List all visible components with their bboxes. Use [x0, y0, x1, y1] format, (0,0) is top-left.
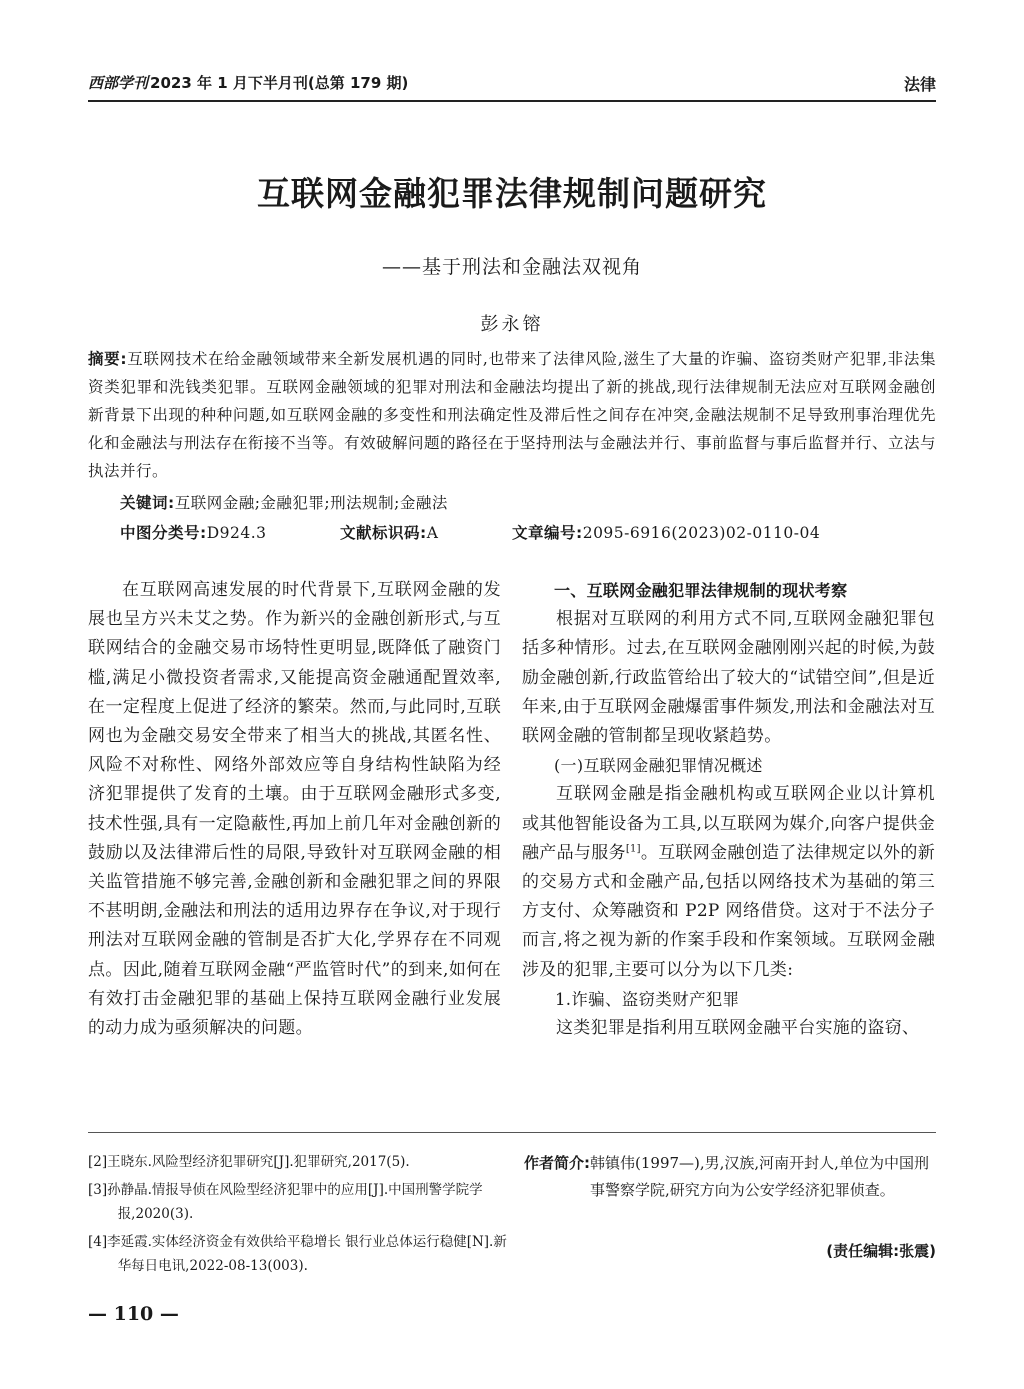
section-label: 法律: [903, 75, 936, 94]
author-bio-text: 韩镇伟(1997—),男,汉族,河南开封人,单位为中国刑事警察学院,研究方向为公安学经济犯罪侦查。: [590, 1154, 929, 1199]
author-bio: [524, 1150, 936, 1204]
article-title: 互联网金融犯罪法律规制问题研究: [257, 174, 767, 213]
clc-value: D924.3: [206, 524, 267, 542]
article-code: [512, 521, 820, 543]
reference-item: [3]孙静晶.情报导侦在风险型经济犯罪中的应用[J].中国刑警学院学报,2020(3).: [88, 1182, 483, 1222]
body-paragraph: [522, 780, 935, 984]
citation-marker: [1]: [625, 843, 641, 855]
subsection-heading: (一)互联网金融犯罪情况概述: [554, 756, 763, 776]
article-subtitle: ——基于刑法和金融法双视角: [381, 256, 642, 278]
body-paragraph: 这类犯罪是指利用互联网金融平台实施的盗窃、: [556, 1018, 920, 1039]
body-text: 互联网金融是指金融机构或互联网企业以计算机或其他智能设备为工具,以互联网为媒介,向客户提供金融产品与服务: [522, 784, 935, 863]
doc-code: [340, 521, 512, 543]
body-text: 。互联网金融创造了法律规定以外的新的交易方式和金融产品,包括以网络技术为基础的第三方支付、众筹融资和 P2P 网络借贷。这对于不法分子而言,将之视为新的作案手段和作案领域。互联网金融涉及的犯罪,主要可以分为以下几类:: [522, 842, 935, 980]
section-heading: 一、互联网金融犯罪法律规制的现状考察: [554, 581, 848, 600]
reference-item: [4]李延霞.实体经济资金有效供给平稳增长 银行业总体运行稳健[N].新华每日电讯,2022-08-13(003).: [88, 1234, 507, 1274]
keywords: [120, 491, 448, 513]
reference-list: [88, 1150, 508, 1282]
subsubsection-heading: 1.诈骗、盗窃类财产犯罪: [555, 989, 740, 1009]
clc-code: [120, 521, 340, 543]
reference-item: [2]王晓东.风险型经济犯罪研究[J].犯罪研究,2017(5).: [88, 1154, 410, 1170]
author-bio-label: 作者简介:: [524, 1154, 590, 1172]
article-author: 彭永镕: [480, 314, 544, 335]
doc-label: 文献标识码:: [340, 524, 427, 542]
body-paragraph: 根据对互联网的利用方式不同,互联网金融犯罪包括多种情形。过去,在互联网金融刚刚兴起的时候,为鼓励金融创新,行政监管给出了较大的“试错空间”,但是近年来,由于互联网金融爆雷事件频发,刑法和金融法对互联网金融的管制都呈现收紧趋势。: [522, 609, 935, 747]
abstract-label: 摘要:: [88, 350, 128, 368]
responsible-editor: (责任编辑:张震): [826, 1242, 936, 1260]
abstract: [88, 345, 936, 485]
abstract-text: 互联网技术在给金融领域带来全新发展机遇的同时,也带来了法律风险,滋生了大量的诈骗、盗窃类财产犯罪,非法集资类犯罪和洗钱类犯罪。互联网金融领域的犯罪对刑法和金融法均提出了新的挑战,现行法律规制无法应对互联网金融创新背景下出现的种种问题,如互联网金融的多变性和刑法确定性及滞后性之间存在冲突,金融法规制不足导致刑事治理优先化和金融法与刑法存在衔接不当等。有效破解问题的路径在于坚持刑法与金融法并行、事前监督与事后监督并行、立法与执法并行。: [88, 350, 937, 480]
keywords-label: 关键词:: [120, 494, 175, 512]
body-column-left: [88, 576, 501, 1043]
running-header: [88, 72, 408, 93]
body-paragraph: 在互联网高速发展的时代背景下,互联网金融的发展也呈方兴未艾之势。作为新兴的金融创新形式,与互联网结合的金融交易市场特性更明显,既降低了融资门槛,满足小微投资者需求,又能提高资金融通配置效率,在一定程度上促进了经济的繁荣。然而,与此同时,互联网也为金融交易安全带来了相当大的挑战,其匿名性、风险不对称性、网络外部效应等自身结构性缺陷为经济犯罪提供了发育的土壤。由于互联网金融形式多变,技术性强,具有一定隐蔽性,再加上前几年对金融创新的鼓励以及法律滞后性的局限,导致针对互联网金融的相关监管措施不够完善,金融创新和金融犯罪之间的界限不甚明朗,金融法和刑法的适用边界存在争议,对于现行刑法对互联网金融的管制是否扩大化,学界存在不同观点。因此,随着互联网金融“严监管时代”的到来,如何在有效打击金融犯罪的基础上保持互联网金融行业发展的动力成为亟须解决的问题。: [88, 580, 501, 1039]
article-label: 文章编号:: [512, 524, 583, 542]
issue-info: 2023 年 1 月下半月刊(总第 179 期): [150, 74, 409, 92]
page-number: — 110 —: [88, 1303, 179, 1325]
body-column-right: [522, 576, 935, 1043]
clc-label: 中图分类号:: [120, 524, 207, 542]
keywords-text: 互联网金融;金融犯罪;刑法规制;金融法: [174, 494, 448, 512]
journal-logo: 西部学刊: [88, 74, 149, 92]
footnote-rule: [88, 1132, 936, 1133]
article-value: 2095-6916(2023)02-0110-04: [582, 524, 821, 542]
classification-line: [120, 521, 936, 543]
header-rule: [88, 100, 936, 102]
doc-value: A: [426, 524, 439, 542]
